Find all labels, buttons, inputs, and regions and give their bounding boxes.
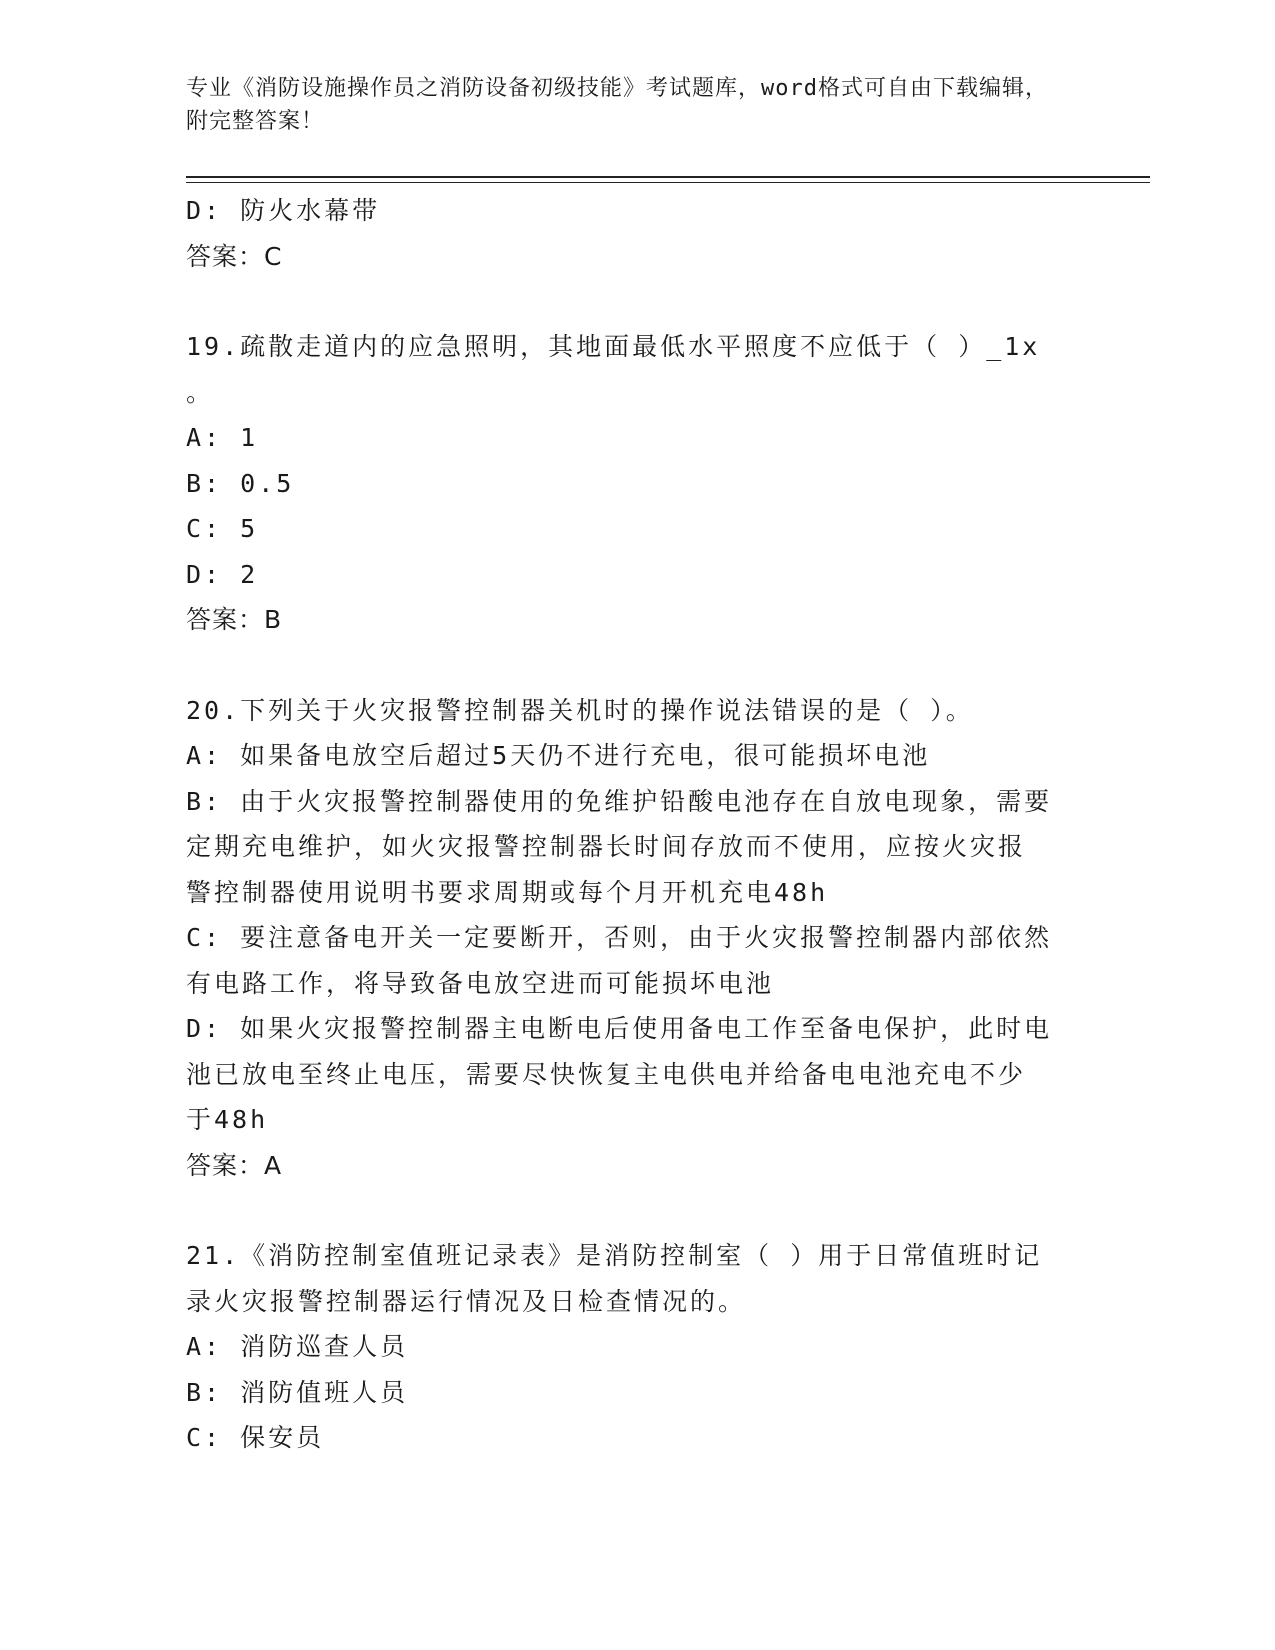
question-21 xyxy=(186,1233,1076,1461)
q20-option-d-line2: 池已放电至终止电压，需要尽快恢复主电供电并给备电电池充电不少 xyxy=(186,1059,1027,1089)
q20-option-c-line1: C: 要注意备电开关一定要断开，否则，由于火灾报警控制器内部依然 xyxy=(186,923,1053,952)
q21-stem-line2: 录火灾报警控制器运行情况及日检查情况的。 xyxy=(186,1286,747,1316)
q20-option-b-line1: B: 由于火灾报警控制器使用的免维护铅酸电池存在自放电现象，需要 xyxy=(186,786,1053,816)
q20-option-b-line3: 警控制器使用说明书要求周期或每个月开机充电48h xyxy=(186,877,829,907)
q20-option-a: A: 如果备电放空后超过5天仍不进行充电，很可能损坏电池 xyxy=(186,741,931,770)
q21-option-b: B: 消防值班人员 xyxy=(186,1377,409,1407)
header-divider-thin xyxy=(186,182,1150,183)
q19-stem-line1: 19.疏散走道内的应急照明，其地面最低水平照度不应低于（ ）_1x xyxy=(186,332,1041,361)
question-list xyxy=(186,188,1076,1461)
q18-answer: 答案：C xyxy=(186,241,283,271)
question-20 xyxy=(186,688,1076,1189)
q19-option-a: A: 1 xyxy=(186,423,259,452)
q19-answer: 答案：B xyxy=(186,605,283,634)
q19-option-d: D: 2 xyxy=(186,559,259,589)
q20-option-d-line3: 于48h xyxy=(186,1105,269,1134)
q21-option-c: C: 保安员 xyxy=(186,1423,325,1452)
spacer xyxy=(186,643,1076,688)
q21-option-a: A: 消防巡查人员 xyxy=(186,1332,409,1361)
q20-option-b-line2: 定期充电维护，如火灾报警控制器长时间存放而不使用，应按火灾报 xyxy=(186,832,1027,861)
document-header xyxy=(186,72,1066,138)
header-text: 专业《消防设施操作员之消防设备初级技能》考试题库，word格式可自由下载编辑，附完整答案！ xyxy=(186,76,1048,134)
q19-option-c: C: 5 xyxy=(186,514,259,543)
q20-answer: 答案：A xyxy=(186,1150,283,1180)
q20-stem: 20.下列关于火灾报警控制器关机时的操作说法错误的是（ ）。 xyxy=(186,695,974,725)
q20-option-d-line1: D: 如果火灾报警控制器主电断电后使用备电工作至备电保护，此时电 xyxy=(186,1014,1053,1043)
spacer xyxy=(186,279,1076,324)
question-18 xyxy=(186,188,1076,279)
q19-stem-line2: 。 xyxy=(186,377,215,407)
q21-stem-line1: 21.《消防控制室值班记录表》是消防控制室（ ）用于日常值班时记 xyxy=(186,1241,1043,1270)
spacer xyxy=(186,1188,1076,1233)
q18-option-d: D: 防火水幕带 xyxy=(186,196,381,225)
q19-option-b: B: 0.5 xyxy=(186,468,295,498)
question-19 xyxy=(186,324,1076,643)
q20-option-c-line2: 有电路工作，将导致备电放空进而可能损坏电池 xyxy=(186,968,775,998)
header-divider-thick xyxy=(186,176,1150,178)
